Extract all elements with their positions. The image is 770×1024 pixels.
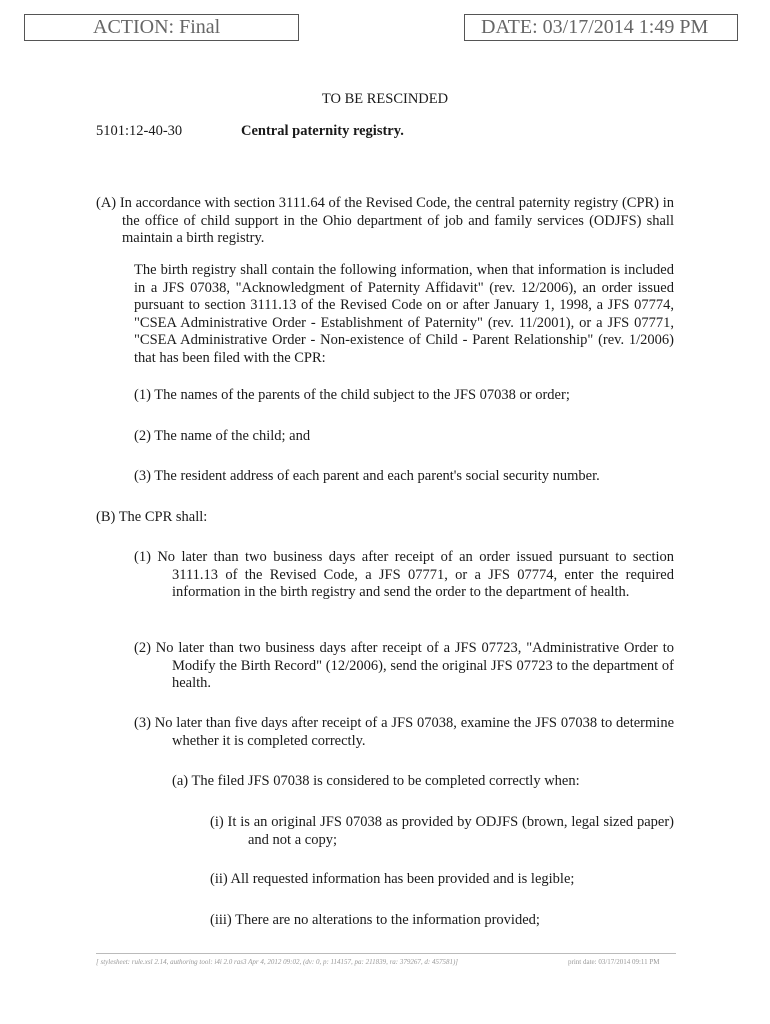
- paragraph-B3: (3) No later than five days after receipt of a JFS 07038, examine the JFS 07038 to determine whether it is completed correctly.: [134, 715, 674, 749]
- paragraph-B3a-iii: (iii) There are no alterations to the information provided;: [210, 912, 540, 928]
- footer-divider: [96, 953, 676, 954]
- footer-print-date: print date: 03/17/2014 09:11 PM: [568, 958, 660, 966]
- rule-number: 5101:12-40-30: [96, 123, 183, 139]
- paragraph-B1: (1) No later than two business days after receipt of an order issued pursuant to section 3111.13 of the Revised Code, a JFS 07771, or a JFS 07774, enter the required information in the birth registry and send the order to the department of health.: [134, 549, 674, 600]
- paragraph-B3a-ii: (ii) All requested information has been provided and is legible;: [210, 871, 575, 887]
- paragraph-A3: (3) The resident address of each parent and each parent's social security number.: [134, 468, 600, 484]
- footer-stylesheet-info: [ stylesheet: rule.xsl 2.14, authoring tool: i4i 2.0 ras3 Apr 4, 2012 09:02, (dv: 0, p: 114157, pa: 211839, ra: 379267, d: 457581)]: [96, 958, 459, 966]
- paragraph-B: (B) The CPR shall:: [96, 509, 208, 525]
- paragraph-B2: (2) No later than two business days after receipt of a JFS 07723, "Administrative Order to Modify the Birth Record" (12/2006), send the original JFS 07723 to the department of health.: [134, 640, 674, 691]
- paragraph-A2: (2) The name of the child; and: [134, 428, 311, 444]
- paragraph-B3a-i: (i) It is an original JFS 07038 as provided by ODJFS (brown, legal sized paper) and not a copy;: [210, 814, 674, 848]
- paragraph-A: (A) In accordance with section 3111.64 of the Revised Code, the central paternity registry (CPR) in the office of child support in the Ohio department of job and family services (ODJFS) shall maintain a birth registry.: [96, 195, 674, 246]
- paragraph-A1: (1) The names of the parents of the child subject to the JFS 07038 or order;: [134, 387, 570, 403]
- date-label: DATE: 03/17/2014 1:49 PM: [464, 14, 738, 41]
- rule-title: Central paternity registry.: [241, 123, 404, 139]
- rescind-notice: TO BE RESCINDED: [321, 91, 449, 107]
- paragraph-A-text: The birth registry shall contain the following information, when that information is included in a JFS 07038, "Acknowledgment of Paternity Affidavit" (rev. 12/2006), an order issued pursuant to section 3111.13 of the Revised Code on or after January 1, 1998, a JFS 07774, "CSEA Administrative Order - Establishment of Paternity" (rev. 11/2001), or a JFS 07771, "CSEA Administrative Order - Non-existence of Child - Parent Relationship" (rev. 1/2006) that has been filed with the CPR:: [134, 262, 674, 366]
- paragraph-B3a: (a) The filed JFS 07038 is considered to be completed correctly when:: [172, 773, 580, 789]
- action-label: ACTION: Final: [24, 14, 299, 41]
